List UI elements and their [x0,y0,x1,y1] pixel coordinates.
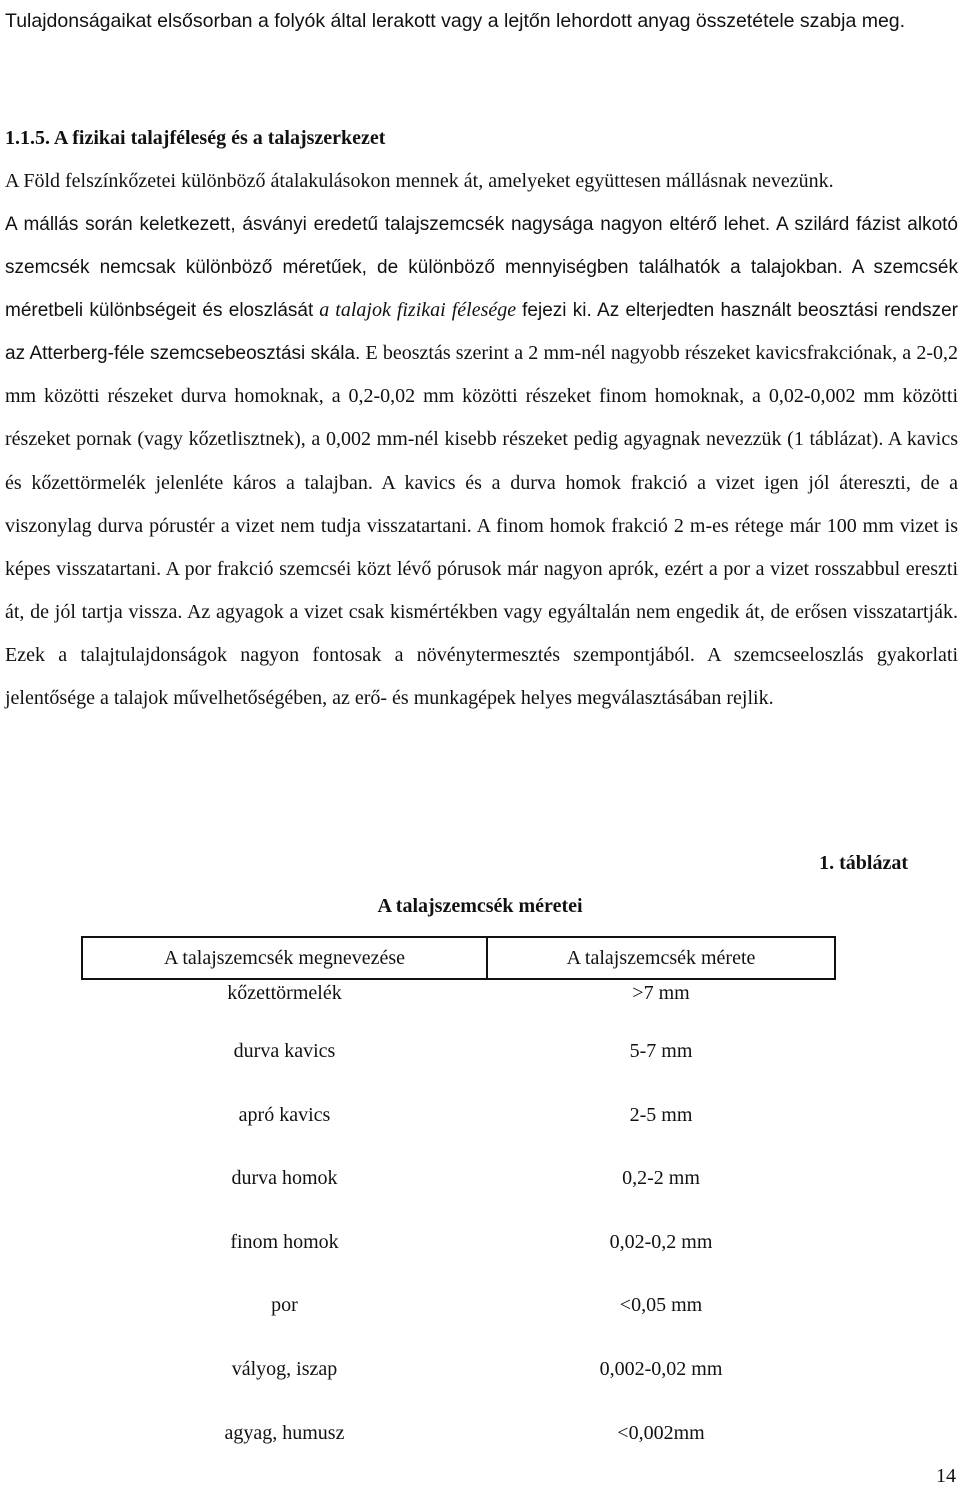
table-row [82,1034,835,1098]
table-row [82,1161,835,1225]
table-row [82,1416,835,1480]
soil-particle-table [81,936,836,1479]
table-cell-name: agyag, humusz [224,1421,345,1444]
intro-paragraph: Tulajdonságaikat elsősorban a folyók által lerakott vagy a lejtőn lehordott anyag összetétele szabja meg. [5,10,906,32]
paragraph-sentence-1: A Föld felszínkőzetei különböző átalakulásokon mennek át, amelyeket együttesen mállásnak nevezünk. [5,170,834,192]
table-row [82,1288,835,1352]
table-cell-size: 5-7 mm [629,1040,693,1062]
section-heading: 1.1.5. A fizikai talajféleség és a talajszerkezet [5,127,386,149]
paragraph-sans-text: A mállás során keletkezett, ásványi eredetű talajszemcsék nagysága nagyon eltérő lehet. A szilárd fázist alkotó szemcsék nemcsak különböző méretűek, de különböző mennyiségben találhatók a talajokban. A szemcsék méretbeli különbségeit és eloszlását [5,214,958,322]
table-header-name: A talajszemcsék megnevezése [82,937,487,979]
paragraph-sans-text-2: fejezi ki. Az elterjedten használt beosztási rendszer az Atterberg-féle szemcsebeosztási skála. [5,300,959,365]
page-number: 14 [936,1465,956,1487]
table-label: 1. táblázat [819,852,908,874]
paragraph-rest-text: E beosztás szerint a 2 mm-nél nagyobb részeket kavicsfrakciónak, a 2-0,2 mm közötti részeket durva homoknak, a 0,2-0,02 mm közötti részeket finom homoknak, a 0,02-0,002 mm közötti részeket pornak (vagy kőzetlisztnek), a 0,002 mm-nél kisebb részeket pedig agyagnak nevezzük (1 táblázat). A kavics és kőzettörmelék jelenléte káros a talajban. A kavics és a durva homok frakció a vizet igen jól átereszti, de a viszonylag durva pórustér a vizet nem tudja visszatartani. A finom homok frakció 2 m-es rétege már 100 mm vizet is képes visszatartani. A por frakció szemcséi közt lévő pórusok már nagyon aprók, ezért a por a vizet rosszabbul ereszti át, de jól tartja vissza. Az agyagok a vizet csak kismértékben vagy egyáltalán nem engedik át, de erősen visszatartják. Ezek a talajtulajdonságok nagyon fontosak a növénytermesztés szempontjából. A szemcseeloszlás gyakorlati jelentősége a talajok művelhetőségében, az erő- és munkagépek helyes megválasztásában rejlik. [5,342,959,710]
table-row [82,1098,835,1162]
table-cell-name: durva kavics [233,1040,336,1062]
table-cell-size: 0,2-2 mm [622,1167,700,1190]
table-cell-size: <0,05 mm [619,1294,703,1317]
table-cell-name: kőzettörmelék [227,982,342,1004]
table-row [82,979,835,1034]
table-header-size: A talajszemcsék mérete [487,937,835,979]
table-cell-size: 2-5 mm [629,1103,693,1126]
body-paragraph [5,203,958,720]
table-header-row [82,937,835,979]
table-title: A talajszemcsék méretei [377,895,583,917]
table-cell-size: >7 mm [632,982,690,1004]
table-cell-name: vályog, iszap [231,1357,338,1380]
table-cell-name: apró kavics [238,1103,331,1126]
table-cell-size: 0,002-0,02 mm [599,1357,723,1380]
table-row [82,1352,835,1416]
table-cell-size: <0,002mm [617,1421,705,1444]
table-row [82,1225,835,1289]
table-cell-name: por [271,1294,298,1317]
table-cell-name: finom homok [230,1230,339,1253]
table-cell-size: 0,02-0,2 mm [609,1230,713,1253]
table-cell-name: durva homok [231,1167,338,1190]
paragraph-emphasis: a talajok fizikai félesége [319,299,517,322]
